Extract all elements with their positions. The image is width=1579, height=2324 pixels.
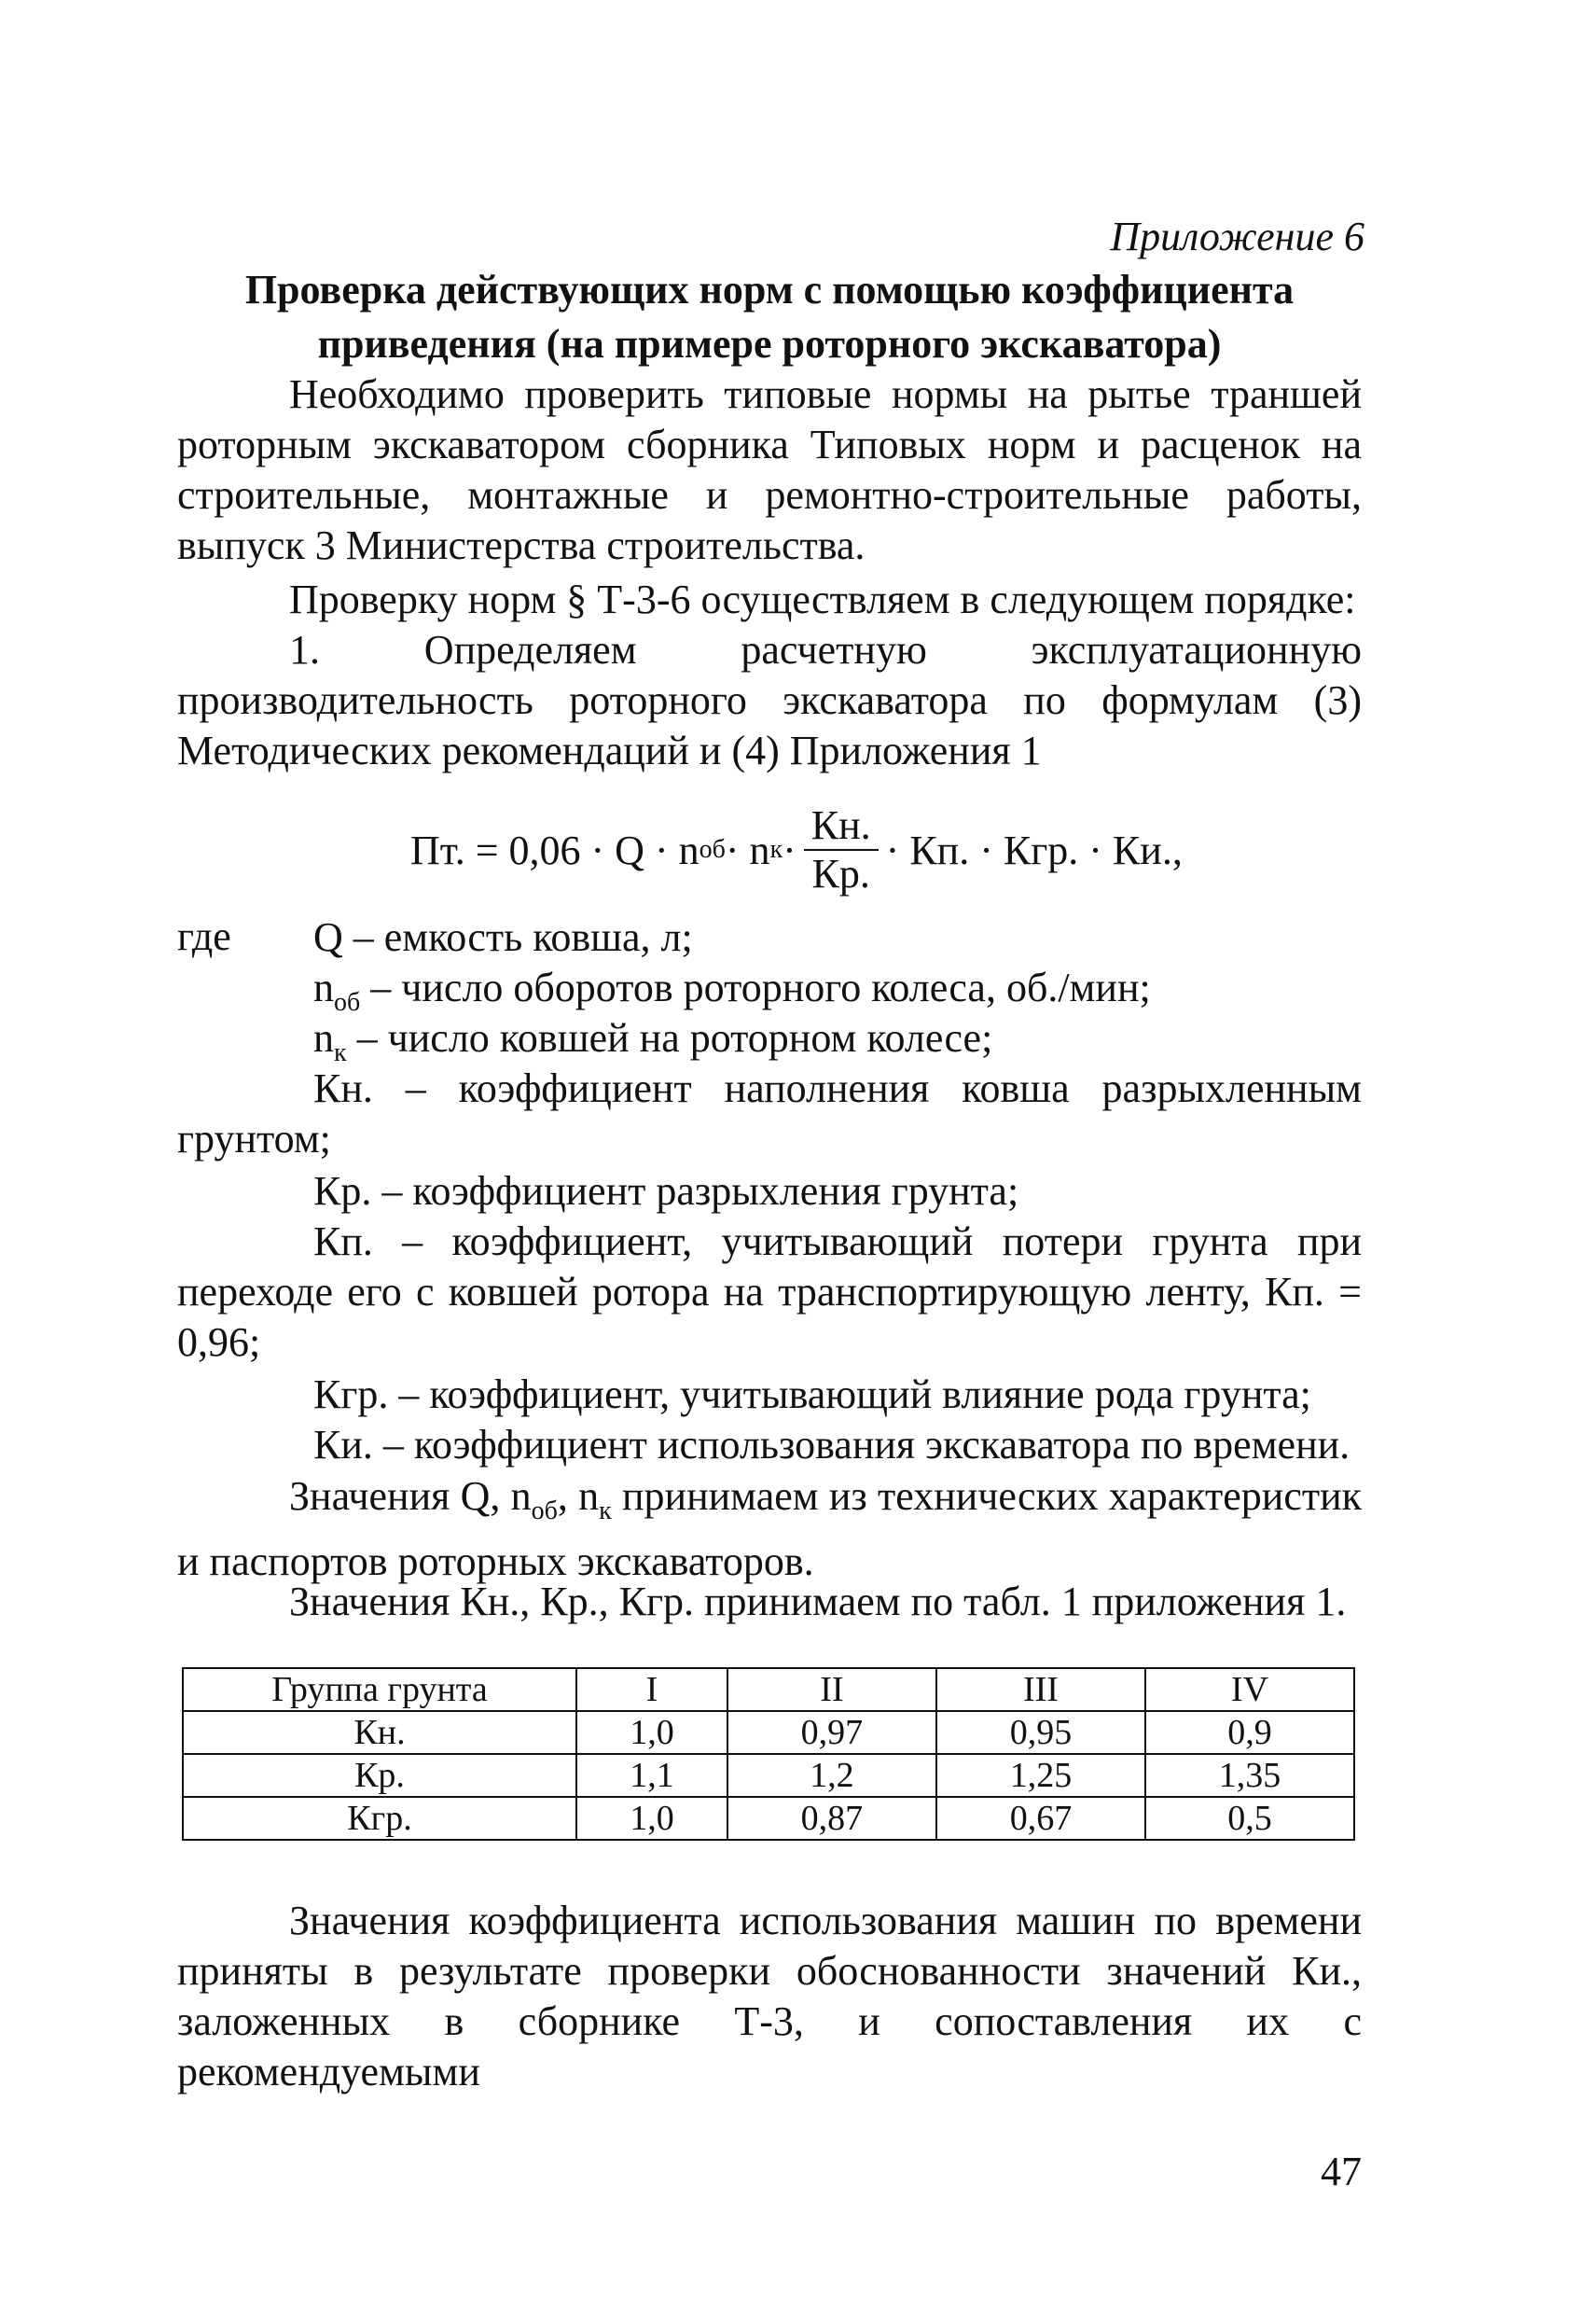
productivity-formula [410,802,1183,898]
definition-kn: Кн. – коэффициент наполнения ковша разрыхленным грунтом; [177,1065,1362,1162]
table-cell: Кн. [183,1711,576,1754]
appendix-label: Приложение 6 [1110,214,1364,259]
table-header-cell: Группа грунта [183,1668,576,1711]
table-row [183,1754,1354,1797]
table-cell: 0,87 [727,1797,936,1840]
table-cell: 1,35 [1145,1754,1354,1797]
table-cell: 0,5 [1145,1797,1354,1840]
table-cell: 1,25 [936,1754,1145,1797]
table-row [183,1797,1354,1840]
table-cell: 0,67 [936,1797,1145,1840]
paragraph-table-ref: Значения Кн., Кр., Кгр. принимаем по табл. 1 приложения 1. [289,1579,1347,1624]
paragraph-values-source: Значения Q, $n_{об}$, $n_к$ принимаем из технических характеристик и паспортов роторных экскаваторов. [177,1473,1363,1584]
formula-fraction [804,802,879,898]
page-number: 47 [1321,2149,1362,2194]
definition-q: Q – емкость ковша, л; [313,914,693,960]
coefficients-table [182,1667,1355,1841]
definition-kgr: Кгр. – коэффициент, учитывающий влияние рода грунта; [313,1371,1311,1417]
formula-numerator: Кн. [804,802,879,851]
formula-lhs: Пт. = 0,06 · Q · n [410,827,699,873]
table-cell: 0,9 [1145,1711,1354,1754]
definition-ki: Ки. – коэффициент использования экскаватора по времени. [313,1422,1350,1468]
table-header-row [183,1668,1354,1711]
definition-n-k: $n_к$ – число ковшей на роторном колесе; [313,1015,993,1067]
definition-kp: Кп. – коэффициент, учитывающий потери грунта при переходе его с ковшей ротора на транспортирующую ленту, Кп. = 0,96; [177,1218,1362,1365]
table-cell: 1,0 [576,1711,727,1754]
table-header-cell: III [936,1668,1145,1711]
table-cell: Кр. [183,1754,576,1797]
table-cell: Кгр. [183,1797,576,1840]
paragraph-intro: Необходимо проверить типовые нормы на рытье траншей роторным экскаватором сборника Типовых норм и расценок на строительные, монтажные и ремонтно-строительные работы, выпуск 3 Министерства строительства. [177,371,1362,568]
table-header-cell: II [727,1668,936,1711]
table-cell: 1,1 [576,1754,727,1797]
table-header-cell: IV [1145,1668,1354,1711]
formula-sub-k: к [769,835,783,864]
paragraph-step-1: 1. Определяем расчетную эксплуатационную производительность роторного экскаватора по формулам (3) Методических рекомендаций и (4) Приложения 1 [177,627,1362,773]
paragraph-procedure: Проверку норм § Т-3-6 осуществляем в следующем порядке: [289,577,1356,622]
section-title: Проверка действующих норм с помощью коэффициента приведения (на примере роторного экскаватора) [244,267,1295,367]
table-cell: 1,0 [576,1797,727,1840]
formula-sub-ob: об [699,835,726,864]
table-row [183,1711,1354,1754]
paragraph-closing: Значения коэффициента использования машин по времени приняты в результате проверки обоснованности значений Ки., заложенных в сборнике Т-3, и сопоставления их с рекомендуемыми [177,1898,1362,2094]
formula-n-k: · n [725,827,770,873]
formula-denominator: Кр. [811,851,870,897]
table-cell: 1,2 [727,1754,936,1797]
where-label: где [177,913,231,959]
table-cell: 0,95 [936,1711,1145,1754]
definition-n-ob: $n_{об}$ – число оборотов роторного колеса, об./мин; [313,965,1151,1017]
table-cell: 0,97 [727,1711,936,1754]
formula-dot: · [783,827,796,873]
definition-kr: Кр. – коэффициент разрыхления грунта; [313,1168,1019,1214]
table-header-cell: I [576,1668,727,1711]
formula-rhs: · Кп. · Кгр. · Ки., [885,827,1183,873]
